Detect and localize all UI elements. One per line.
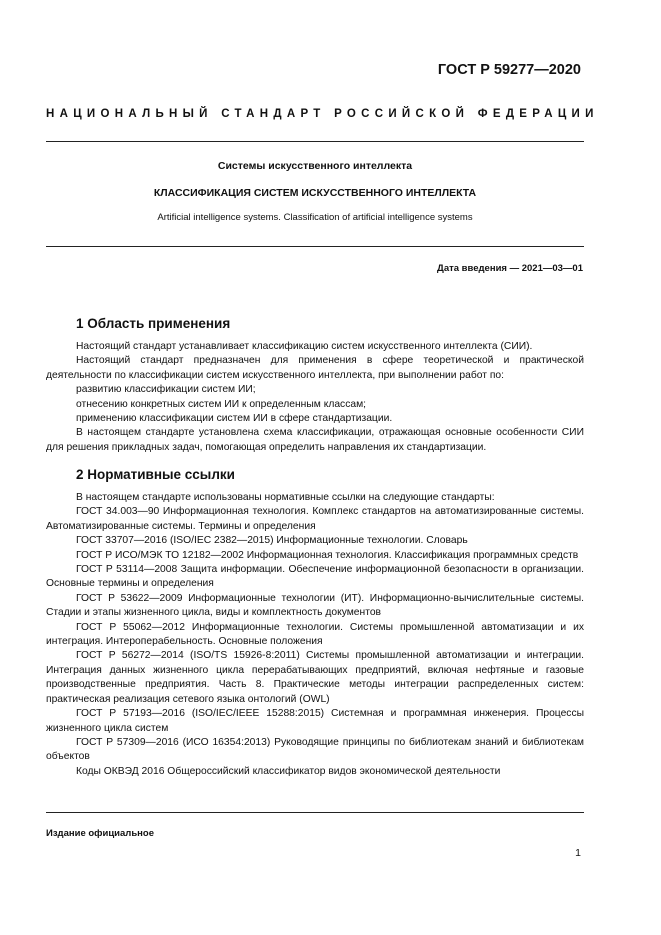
paragraph: В настоящем стандарте использованы нормативные ссылки на следующие стандарты: [76, 492, 495, 503]
official-edition-label: Издание официальное [46, 828, 154, 839]
reference-item: ГОСТ 33707—2016 (ISO/IEC 2382—2015) Информационные технологии. Словарь [76, 535, 468, 547]
title-rule [46, 246, 584, 247]
page-number: 1 [575, 847, 581, 859]
section-1-body [46, 340, 584, 455]
reference-item: ГОСТ Р 55062—2012 Информационные технологии. Системы промышленной автоматизации и их интеграция. Интероперабельность. Основные положения [46, 621, 584, 648]
section-2-body [46, 491, 584, 779]
list-item: применению классификации систем ИИ в сфере стандартизации. [76, 413, 393, 425]
national-standard-banner: НАЦИОНАЛЬНЫЙ СТАНДАРТ РОССИЙСКОЙ ФЕДЕРАЦИИ [46, 108, 599, 120]
paragraph: Настоящий стандарт устанавливает классификацию систем искусственного интеллекта (СИИ). [76, 341, 533, 352]
paragraph: В настоящем стандарте установлена схема классификации, отражающая основные особенности СИИ для решения прикладных задач, помогающая определить направления их стандартизации. [46, 427, 584, 453]
reference-item: ГОСТ Р 57193—2016 (ISO/IEC/IEEE 15288:2015) Системная и программная инженерия. Процессы жизненного цикла систем [46, 708, 584, 734]
top-rule [46, 141, 584, 142]
document-title: КЛАССИФИКАЦИЯ СИСТЕМ ИСКУССТВЕННОГО ИНТЕЛЛЕКТА [153, 187, 477, 199]
section-2-heading: 2 Нормативные ссылки [76, 467, 235, 482]
list-item: развитию классификации систем ИИ; [76, 384, 256, 396]
reference-item: Коды ОКВЭД 2016 Общероссийский классификатор видов экономической деятельности [76, 765, 501, 777]
reference-item: ГОСТ Р 53114—2008 Защита информации. Обеспечение информационной безопасности в организации. Основные термины и определения [46, 564, 584, 590]
reference-item: ГОСТ Р ИСО/МЭК ТО 12182—2002 Информационная технология. Классификация программных средств [76, 549, 579, 561]
footer-rule [46, 812, 584, 813]
document-code: ГОСТ Р 59277—2020 [437, 62, 581, 78]
reference-item: ГОСТ Р 57309—2016 (ИСО 16354:2013) Руководящие принципы по библиотекам знаний и библиотекам объектов [46, 736, 584, 763]
document-subtitle: Системы искусственного интеллекта [217, 160, 413, 172]
section-1-heading: 1 Область применения [76, 316, 231, 331]
reference-item: ГОСТ Р 56272—2014 (ISO/TS 15926-8:2011) Системы промышленной автоматизации и интеграции. Интеграция данных жизненного цикла перерабатывающих предприятий, включая нефтяные и газовые производственные предприятия. Часть 8. Практические методы интеграции распределенных систем: практическая реализация сетевого языка онтологий (OWL) [46, 650, 584, 705]
paragraph: Настоящий стандарт предназначен для применения в сфере теоретической и практической деятельности по классификации систем искусственного интеллекта, при выполнении работ по: [46, 355, 584, 381]
reference-item: ГОСТ Р 53622—2009 Информационные технологии (ИТ). Информационно-вычислительные системы. Стадии и этапы жизненного цикла, виды и комплектность документов [46, 592, 584, 619]
document-title-english: Artificial intelligence systems. Classification of artificial intelligence systems [157, 212, 473, 223]
introduction-date: Дата введения — 2021—03—01 [437, 263, 583, 274]
reference-item: ГОСТ 34.003—90 Информационная технология. Комплекс стандартов на автоматизированные системы. Автоматизированные системы. Термины и определения [46, 506, 584, 532]
list-item: отнесению конкретных систем ИИ к определенным классам; [76, 398, 367, 410]
